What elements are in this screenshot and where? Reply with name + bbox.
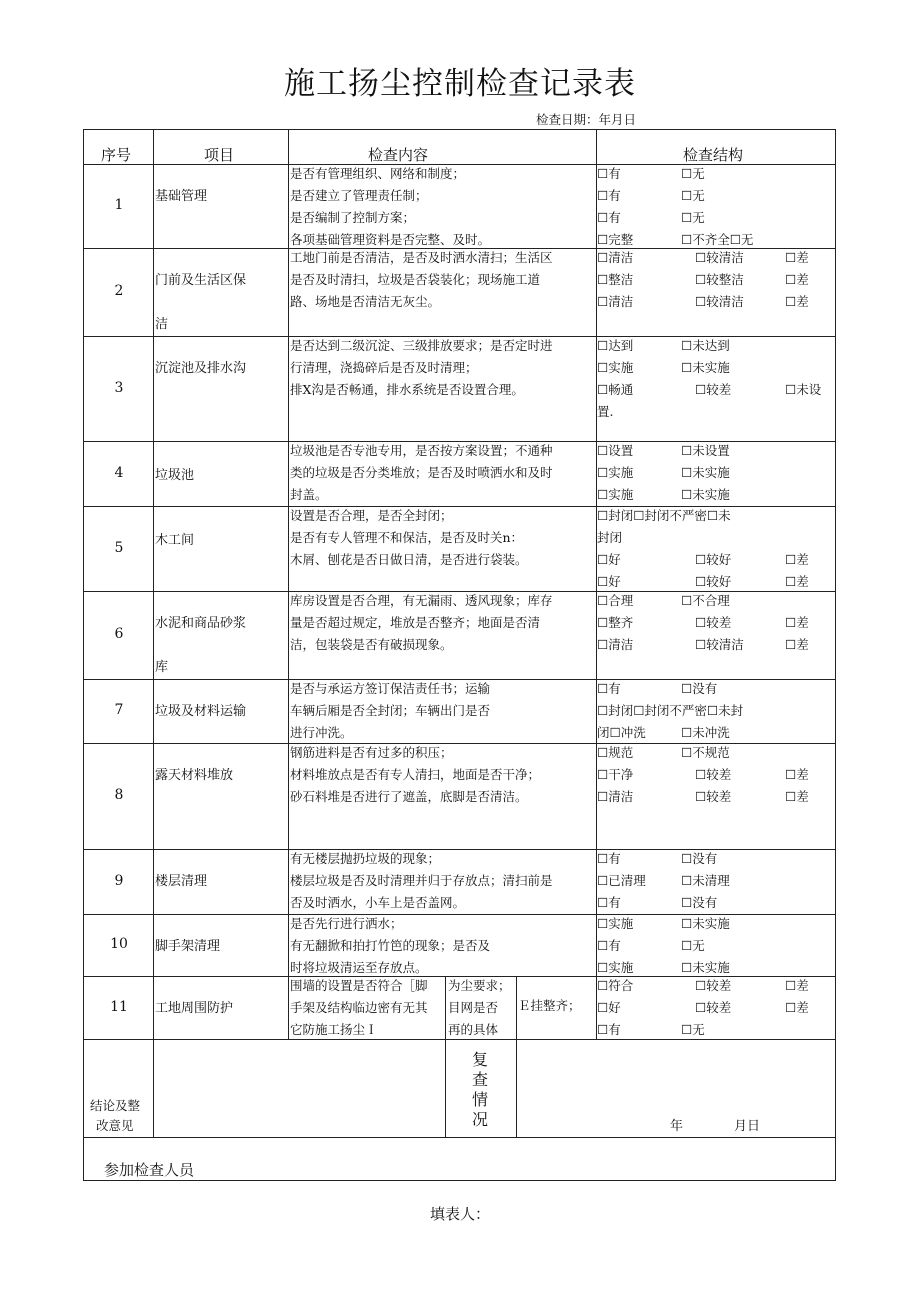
row-number: 5: [114, 539, 124, 556]
row-item: 垃圾池: [155, 468, 195, 483]
check-option[interactable]: ☐未设置: [681, 443, 730, 458]
row-number: 11: [110, 998, 128, 1015]
check-option[interactable]: ☐差: [785, 272, 809, 287]
row-number: 8: [114, 787, 124, 803]
check-option[interactable]: ☐较好: [695, 552, 732, 567]
check-option[interactable]: ☐清洁: [597, 250, 634, 265]
check-option[interactable]: ☐畅通: [597, 382, 634, 397]
conclusion-label: 结论及整 改意见: [90, 1098, 141, 1133]
check-option[interactable]: ☐较差: [695, 382, 732, 397]
check-option[interactable]: ☐较差: [695, 978, 732, 993]
check-option[interactable]: ☐未实施: [681, 465, 730, 480]
row-number: 10: [110, 936, 128, 952]
row-item: 木工间: [155, 533, 195, 548]
row-item: 工地周围防护: [155, 1001, 234, 1016]
check-option[interactable]: ☐达到: [597, 338, 634, 353]
row-content: 为尘要求； 目网是否 再的具体: [448, 978, 511, 1037]
check-option[interactable]: ☐较差: [695, 789, 732, 804]
check-option[interactable]: ☐有: [597, 1022, 621, 1037]
row-content: 工地门前是否清洁，是否及时洒水清扫；生活区 是否及时清扫，垃圾是否袋装化；现场施工道 路、场地是否清洁无灰尘。: [290, 250, 553, 309]
form-title: 施工扬尘控制检查记录表: [284, 66, 636, 102]
check-option[interactable]: ☐较清洁: [695, 637, 744, 652]
check-option[interactable]: ☐封闭☐封闭不严密☐未: [597, 508, 731, 523]
table-rule: [516, 976, 517, 1137]
header-content: 检查内容: [368, 146, 429, 164]
row-content: 有无楼层抛扔垃圾的现象； 楼层垃圾是否及时清理并归于存放点；清扫前是 否及时洒水，小车上是否盖网。: [290, 851, 553, 910]
check-option[interactable]: ☐不齐全☐无: [681, 232, 754, 247]
row-item: 水泥和商品砂浆 库: [155, 616, 247, 675]
check-option[interactable]: ☐差: [785, 789, 809, 804]
check-option[interactable]: ☐无: [681, 166, 705, 181]
check-option[interactable]: ☐清洁: [597, 294, 634, 309]
check-option[interactable]: ☐较好: [695, 574, 732, 589]
row-content: 库房设置是否合理，有无漏雨、透风现象；库存 量是否超过规定，堆放是否整齐；地面是否清 洁，包装袋是否有破损现象。: [290, 593, 553, 652]
row-result: [597, 163, 835, 251]
row-result: [597, 913, 835, 979]
check-option[interactable]: ☐差: [785, 250, 809, 265]
inspection-date: 检查日期：年月日: [536, 112, 637, 127]
table-rule: [445, 976, 446, 1137]
check-option[interactable]: ☐好: [597, 552, 621, 567]
check-option[interactable]: ☐无: [681, 210, 705, 225]
check-option[interactable]: ☐已清理: [597, 873, 646, 888]
table-rule: [288, 129, 289, 1039]
row-content: 垃圾池是否专池专用，是否按方案设置；不通种 类的垃圾是否分类堆放；是否及时喷洒水和及时 封盖。: [290, 443, 553, 502]
row-content: 围墙的设置是否符合［脚 手架及结构临边密有无其 它防施工扬尘Ｉ: [290, 978, 428, 1037]
check-option[interactable]: ☐好: [597, 574, 621, 589]
row-item: 垃圾及材料运输: [155, 704, 247, 719]
row-number: 2: [114, 283, 124, 299]
check-option[interactable]: ☐未清理: [681, 873, 730, 888]
row-item: 露天材料堆放: [155, 768, 234, 783]
row-item: 脚手架清理: [155, 939, 221, 954]
row-result: [597, 590, 835, 656]
check-option[interactable]: ☐较差: [695, 767, 732, 782]
row-result: [597, 440, 835, 506]
row-number: 1: [114, 197, 124, 213]
check-option[interactable]: ☐未实施: [681, 487, 730, 502]
row-result: [597, 848, 835, 914]
check-option[interactable]: ☐无: [681, 1022, 705, 1037]
check-option[interactable]: ☐干净: [597, 767, 634, 782]
check-option[interactable]: ☐有: [597, 188, 621, 203]
review-monthday: 月日: [734, 1119, 761, 1134]
row-number: 7: [114, 702, 124, 718]
check-option[interactable]: ☐不合理: [681, 593, 730, 608]
check-option[interactable]: ☐实施: [597, 487, 634, 502]
header-seq: 序号: [101, 146, 132, 164]
row-content: 是否先行进行洒水； 有无翻掀和拍打竹笆的现象；是否及 时将垃圾清运至存放点。: [290, 916, 491, 975]
filler-label: 填表人：: [429, 1205, 490, 1223]
check-option[interactable]: ☐差: [785, 552, 809, 567]
check-option[interactable]: ☐没有: [681, 895, 718, 910]
check-option[interactable]: ☐封闭☐封闭不严密☐未封: [597, 703, 744, 718]
check-option[interactable]: ☐未实施: [681, 360, 730, 375]
row-item: 沉淀池及排水沟: [155, 361, 247, 376]
check-option[interactable]: ☐有: [597, 938, 621, 953]
check-option[interactable]: ☐差: [785, 767, 809, 782]
check-option[interactable]: ☐有: [597, 210, 621, 225]
row-number: 3: [114, 379, 124, 396]
check-option[interactable]: ☐规范: [597, 745, 634, 760]
check-option[interactable]: ☐实施: [597, 916, 634, 931]
check-option[interactable]: ☐设置: [597, 443, 634, 458]
check-option[interactable]: ☐未达到: [681, 338, 730, 353]
check-option[interactable]: 封闭: [597, 530, 623, 545]
row-item: 基础管理: [155, 189, 208, 204]
row-result: [597, 505, 835, 593]
table-rule: [83, 1137, 836, 1138]
row-result: [597, 335, 835, 423]
row-number: 9: [114, 872, 124, 889]
check-option[interactable]: ☐没有: [681, 851, 718, 866]
row-result: [597, 975, 835, 1041]
check-option[interactable]: ☐差: [785, 637, 809, 652]
row-result: [597, 742, 835, 808]
check-option[interactable]: ☐未实施: [681, 960, 730, 975]
check-option[interactable]: ☐未设: [785, 382, 822, 397]
review-label: 复 查 情 况: [471, 1050, 488, 1129]
check-option[interactable]: ☐无: [681, 938, 705, 953]
check-option[interactable]: ☐清洁: [597, 789, 634, 804]
check-option[interactable]: 置.: [597, 404, 614, 419]
row-content: 是否有管理组织、网络和制度； 是否建立了管理责任制； 是否编制了控制方案； 各项基础管理资料是否完整、及时。: [290, 166, 491, 247]
check-option[interactable]: ☐差: [785, 294, 809, 309]
check-option[interactable]: ☐有: [597, 166, 621, 181]
check-option[interactable]: ☐有: [597, 851, 621, 866]
check-option[interactable]: ☐有: [597, 681, 621, 696]
header-item: 项目: [204, 146, 235, 164]
check-option[interactable]: ☐差: [785, 615, 809, 630]
check-option[interactable]: ☐实施: [597, 360, 634, 375]
check-option[interactable]: ☐整齐: [597, 615, 634, 630]
row-content: 钢筋进料是否有过多的积压； 材料堆放点是否有专人清扫，地面是否干净； 砂石料堆是否进行了遮盖，底脚是否清洁。: [290, 745, 541, 804]
check-option[interactable]: ☐完整: [597, 232, 634, 247]
check-option[interactable]: ☐不规范: [681, 745, 730, 760]
check-option[interactable]: ☐较整洁: [695, 272, 744, 287]
check-option[interactable]: ☐较清洁: [695, 294, 744, 309]
check-option[interactable]: ☐未实施: [681, 916, 730, 931]
row-number: 4: [114, 464, 124, 481]
check-option[interactable]: ☐较清洁: [695, 250, 744, 265]
check-option[interactable]: ☐较差: [695, 1000, 732, 1015]
check-option[interactable]: ☐合理: [597, 593, 634, 608]
header-result: 检查结构: [683, 146, 744, 164]
row-result: [597, 678, 835, 744]
check-option[interactable]: ☐差: [785, 574, 809, 589]
check-option[interactable]: ☐符合: [597, 978, 634, 993]
row-content: Ｅ挂整齐；: [518, 998, 581, 1013]
check-option[interactable]: ☐较差: [695, 615, 732, 630]
check-option[interactable]: ☐整洁: [597, 272, 634, 287]
row-result: [597, 247, 835, 313]
check-option[interactable]: ☐好: [597, 1000, 621, 1015]
check-option[interactable]: ☐无: [681, 188, 705, 203]
row-content: 设置是否合理，是否全封闭； 是否有专人管理不和保洁，是否及时关n： 木屑、刨花是否日做日清，是否进行袋装。: [290, 508, 528, 567]
check-option[interactable]: ☐未冲洗: [681, 725, 730, 740]
check-option[interactable]: 闭☐冲洗: [597, 725, 646, 740]
row-number: 6: [114, 626, 124, 642]
check-option[interactable]: ☐有: [597, 895, 621, 910]
check-option[interactable]: ☐清洁: [597, 637, 634, 652]
check-option[interactable]: ☐实施: [597, 960, 634, 975]
row-item: 楼层清理: [155, 874, 208, 889]
check-option[interactable]: ☐差: [785, 978, 809, 993]
check-option[interactable]: ☐没有: [681, 681, 718, 696]
row-content: 是否与承运方签订保洁责任书；运输 车辆后厢是否全封闭；车辆出门是否 进行冲洗。: [290, 681, 491, 740]
check-option[interactable]: ☐实施: [597, 465, 634, 480]
review-year: 年: [670, 1119, 684, 1134]
row-content: 是否达到二级沉淀、三级排放要求；是否定时进 行清理，浇捣碎后是否及时清理； 排X沟是否畅通，排水系统是否设置合理。: [290, 338, 553, 397]
participants-label: 参加检查人员: [104, 1161, 195, 1179]
row-item: 门前及生活区保 洁: [155, 273, 247, 332]
check-option[interactable]: ☐差: [785, 1000, 809, 1015]
